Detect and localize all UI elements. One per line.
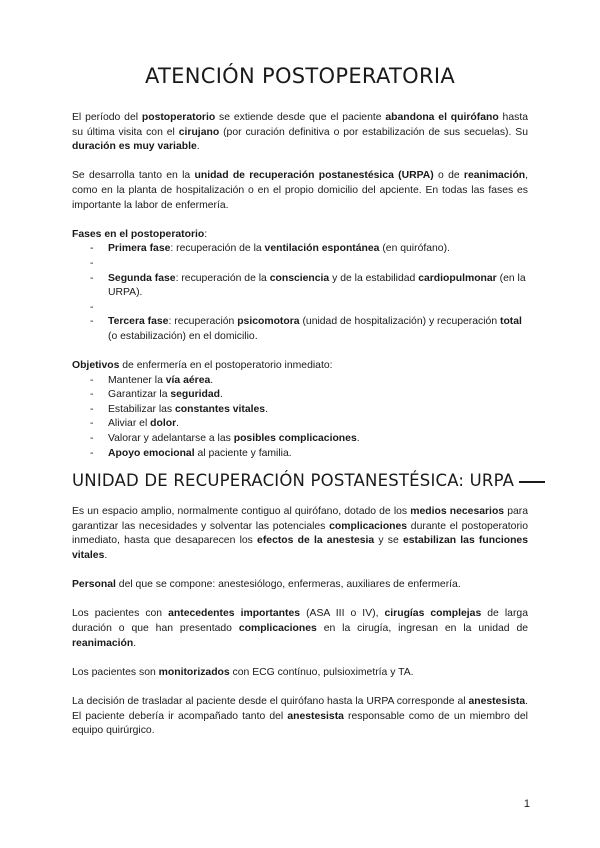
page-title: ATENCIÓN POSTOPERATORIA	[144, 64, 455, 88]
list-item: - Valorar y adelantarse a las posibles complicaciones.	[72, 432, 528, 447]
list-item: - Tercera fase: recuperación psicomotora (unidad de hospitalización) y recuperación total (o estabilización) en el domicilio.	[72, 315, 528, 344]
setting-paragraph: Se desarrolla tanto en la unidad de recuperación postanestésica (URPA) o de reanimación, como en la planta de hospitalización o en el propio domicilio del apciente. En todas las fases es importante la labor de enfermería.	[72, 170, 529, 211]
objectives-heading: Objetivos de enfermería en el postoperatorio inmediato:	[72, 360, 333, 372]
transfer-paragraph: La decisión de trasladar al paciente desde el quirófano hasta la URPA corresponde al anestesista. El paciente debería ir acompañado tanto del anestesista responsable como de un miembro del equipo quirúrgico.	[72, 695, 528, 737]
list-item: - Apoyo emocional al paciente y familia.	[72, 447, 528, 462]
objectives-list	[72, 374, 528, 462]
list-item: - Primera fase: recuperación de la ventilación espontánea (en quirófano).	[72, 242, 528, 257]
phases-list	[72, 242, 528, 344]
list-item: - Segunda fase: recuperación de la consciencia y de la estabilidad cardiopulmonar (en la URPA).	[72, 272, 528, 301]
heading-rule	[519, 481, 545, 483]
document-body	[72, 111, 528, 739]
page-number: 1	[523, 798, 530, 810]
patients-paragraph: Los pacientes con antecedentes importantes (ASA III o IV), cirugías complejas de larga duración o que han presentado complicaciones en la cirugía, ingresan en la unidad de reanimación.	[72, 608, 528, 649]
list-item: - Aliviar el dolor.	[72, 417, 528, 432]
phases-heading: Fases en el postoperatorio:	[72, 228, 208, 240]
urpa-definition-paragraph: Es un espacio amplio, normalmente contiguo al quirófano, dotado de los medios necesarios para garantizar las necesidades y solventar las potenciales complicaciones durante el postoperatorio inmediato, hasta que desaparecen los efectos de la anestesia y se estabilizan las funciones vitales.	[72, 506, 529, 562]
list-item: - Estabilizar las constantes vitales.	[72, 403, 528, 418]
section-heading-urpa: UNIDAD DE RECUPERACIÓN POSTANESTÉSICA: URPA	[72, 471, 528, 491]
staff-paragraph: Personal del que se compone: anestesiólogo, enfermeras, auxiliares de enfermería.	[72, 579, 461, 591]
monitoring-paragraph: Los pacientes son monitorizados con ECG contínuo, pulsioximetría y TA.	[72, 666, 414, 678]
list-item: - Mantener la vía aérea.	[72, 374, 528, 389]
intro-paragraph: El período del postoperatorio se extiende desde que el paciente abandona el quirófano hasta su última visita con el cirujano (por curación definitiva o por estabilización de sus secuelas). Su duración es muy variable.	[72, 112, 528, 153]
list-item: - Garantizar la seguridad.	[72, 388, 528, 403]
